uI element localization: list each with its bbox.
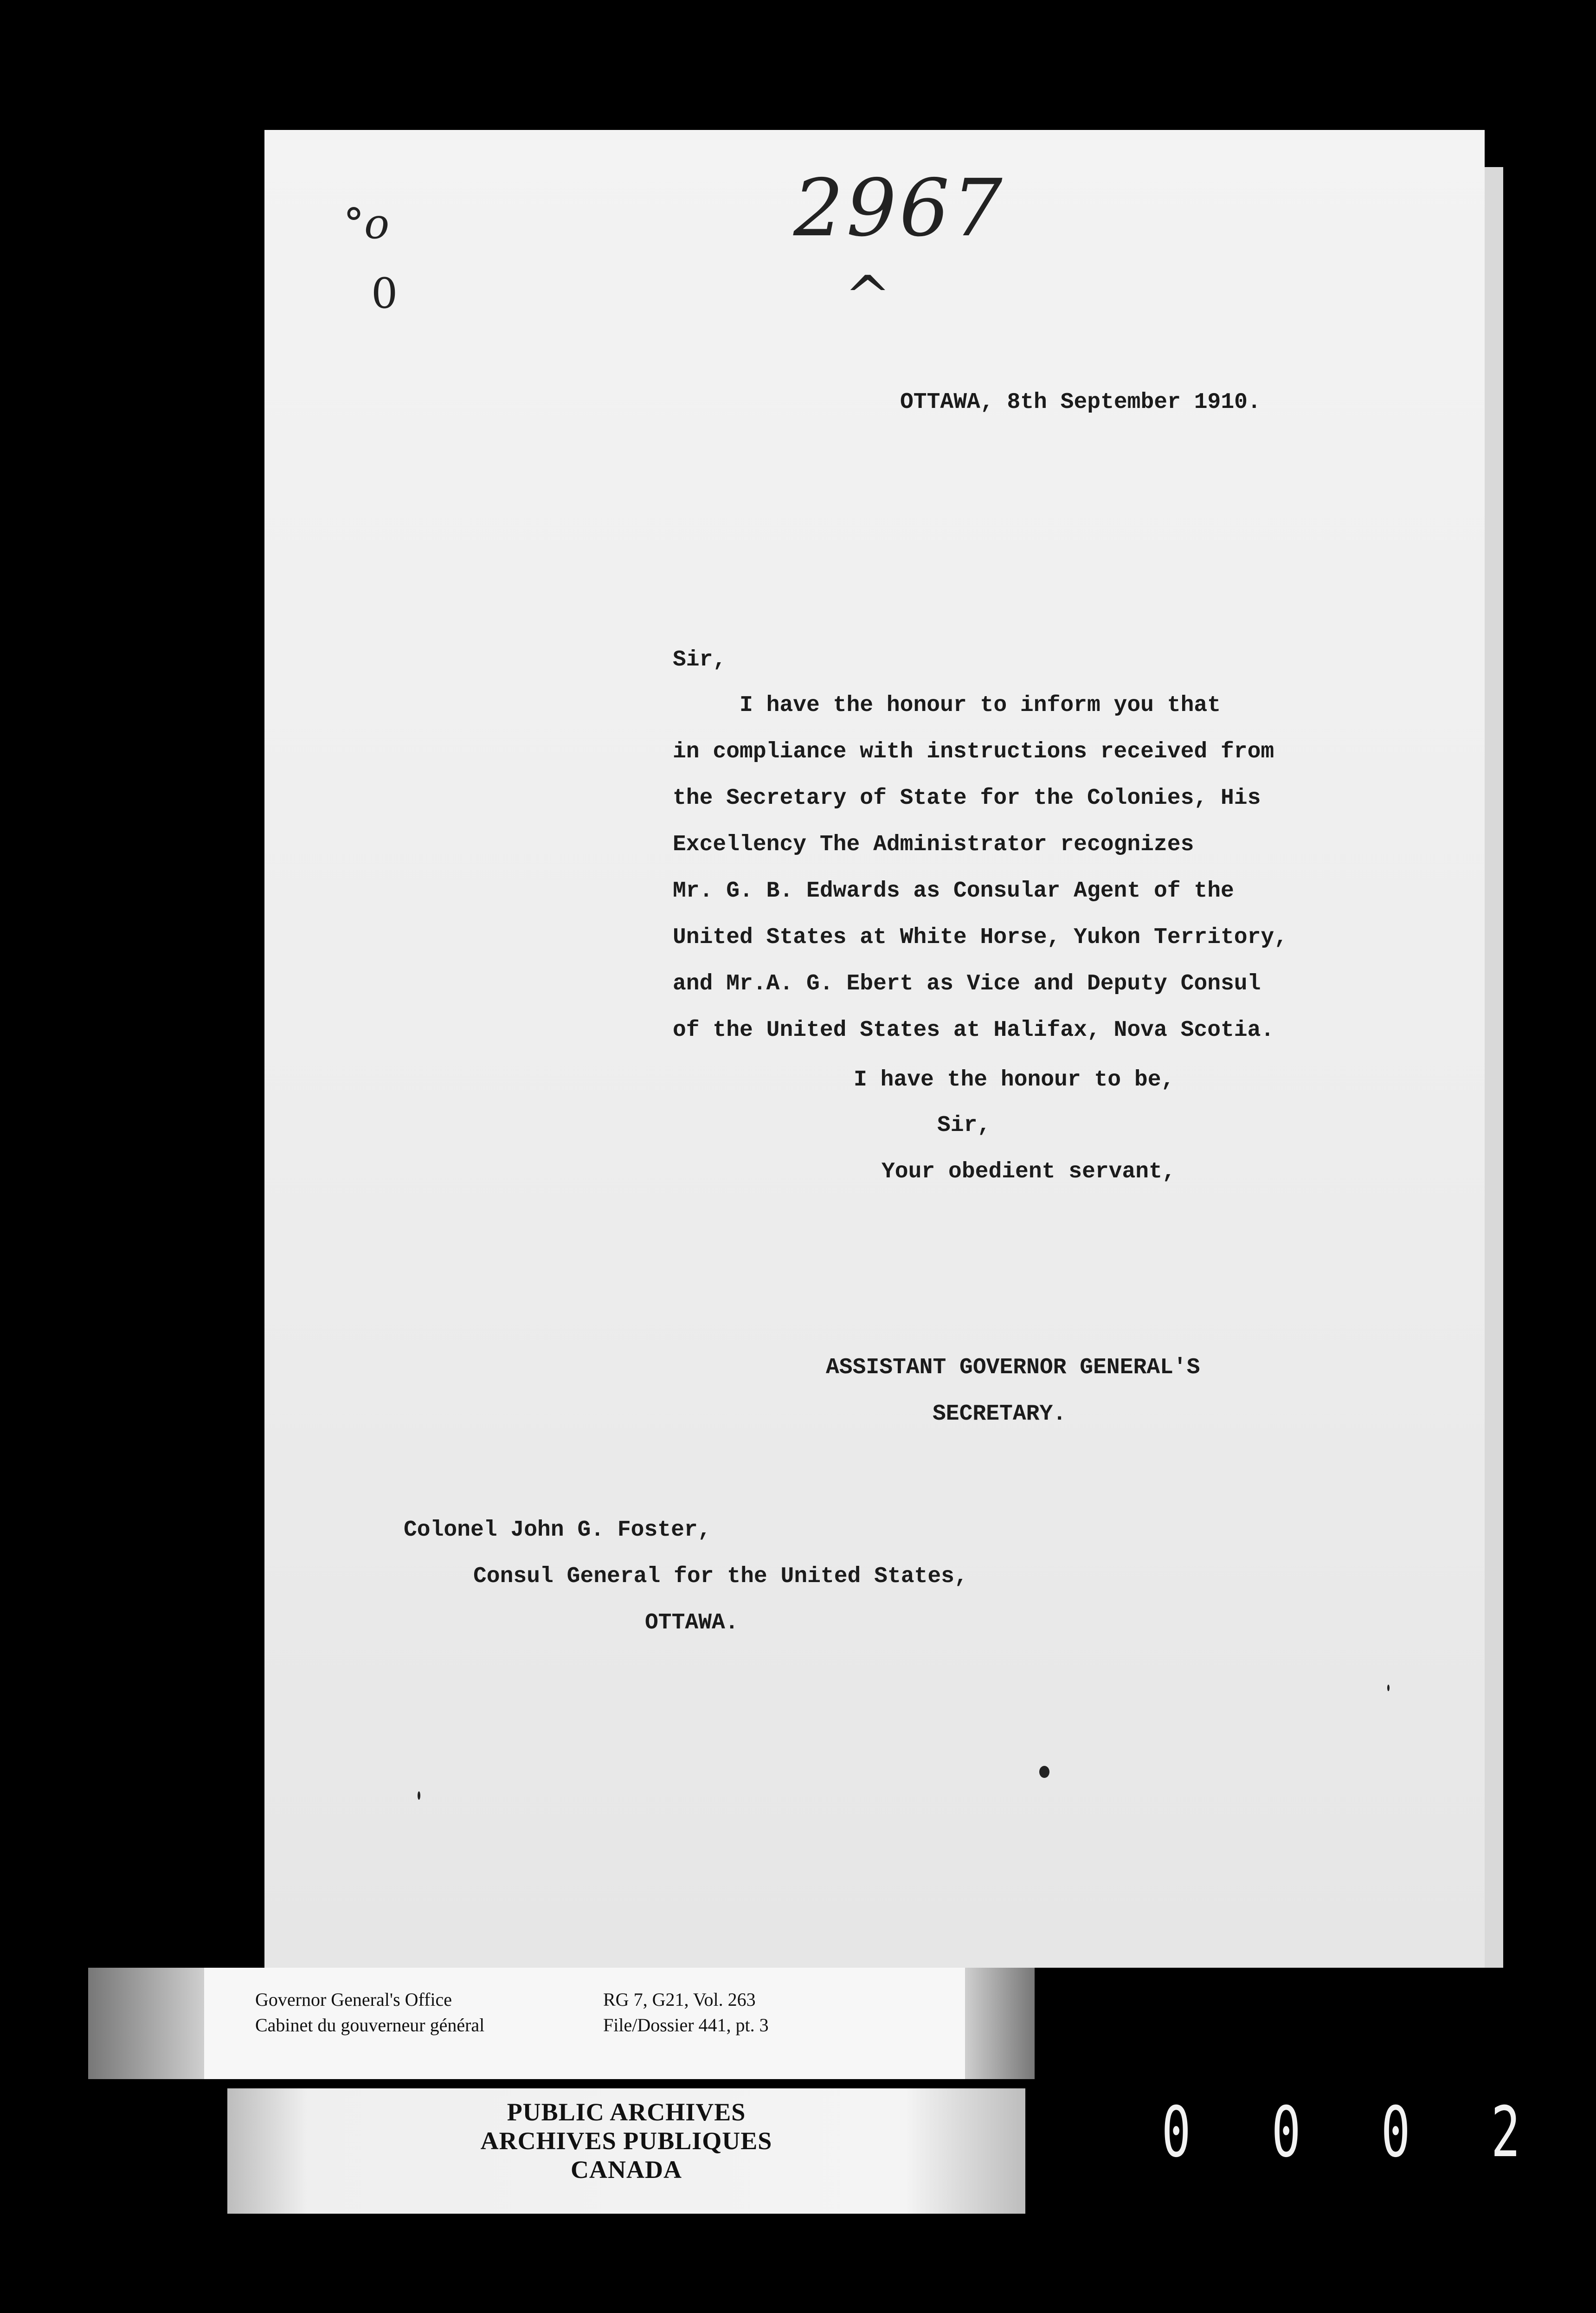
archive-reference-label bbox=[204, 1968, 965, 2079]
closing-line: Your obedient servant, bbox=[882, 1159, 1176, 1184]
closing-line: Sir, bbox=[937, 1113, 991, 1138]
frame-digit: 2 bbox=[1491, 2092, 1520, 2173]
record-group-reference: RG 7, G21, Vol. 263 bbox=[603, 1989, 756, 2010]
body-line: of the United States at Halifax, Nova Scotia. bbox=[673, 1018, 1274, 1043]
office-name-fr: Cabinet du gouverneur général bbox=[255, 2015, 485, 2035]
body-line: the Secretary of State for the Colonies, His bbox=[673, 786, 1261, 811]
body-line: in compliance with instructions received from bbox=[673, 739, 1274, 764]
body-line: and Mr.A. G. Ebert as Vice and Deputy Consul bbox=[673, 971, 1261, 996]
body-line: Mr. G. B. Edwards as Consular Agent of the bbox=[673, 879, 1234, 904]
file-reference: File/Dossier 441, pt. 3 bbox=[603, 2015, 769, 2035]
archives-country: CANADA bbox=[571, 2156, 682, 2184]
label-shadow bbox=[965, 1968, 1035, 2079]
body-line: Excellency The Administrator recognizes bbox=[673, 832, 1194, 857]
frame-number bbox=[1155, 2092, 1526, 2173]
archives-name-en: PUBLIC ARCHIVES bbox=[507, 2098, 746, 2126]
archives-stamp-label bbox=[227, 2088, 1025, 2214]
archives-name-fr: ARCHIVES PUBLIQUES bbox=[480, 2127, 772, 2155]
handwritten-caret: ^ bbox=[844, 265, 891, 329]
letter-page bbox=[264, 130, 1485, 1968]
margin-mark-bottom: 0 bbox=[371, 269, 398, 318]
margin-mark-top: °o bbox=[343, 200, 390, 248]
body-line: United States at White Horse, Yukon Territory, bbox=[673, 925, 1288, 950]
frame-digit: 0 bbox=[1381, 2092, 1410, 2173]
label-shadow bbox=[88, 1968, 204, 2079]
signature-line: ASSISTANT GOVERNOR GENERAL'S bbox=[826, 1355, 1200, 1380]
letter-body bbox=[673, 682, 1287, 1053]
addressee-line: Consul General for the United States, bbox=[473, 1564, 968, 1589]
ink-speck bbox=[1039, 1766, 1049, 1778]
body-line: I have the honour to inform you that bbox=[673, 693, 1221, 718]
addressee-line: Colonel John G. Foster, bbox=[404, 1518, 711, 1543]
ink-speck bbox=[418, 1791, 420, 1800]
signature-line: SECRETARY. bbox=[933, 1402, 1067, 1427]
frame-digit: 0 bbox=[1271, 2092, 1301, 2173]
closing-line: I have the honour to be, bbox=[854, 1067, 1175, 1092]
addressee-line: OTTAWA. bbox=[645, 1610, 739, 1635]
dateline: OTTAWA, 8th September 1910. bbox=[900, 390, 1261, 415]
frame-digit: 0 bbox=[1161, 2092, 1191, 2173]
ink-speck bbox=[1387, 1685, 1390, 1691]
handwritten-file-number: 2967 bbox=[793, 162, 1005, 254]
salutation: Sir, bbox=[673, 647, 727, 672]
office-name-en: Governor General's Office bbox=[255, 1989, 452, 2010]
